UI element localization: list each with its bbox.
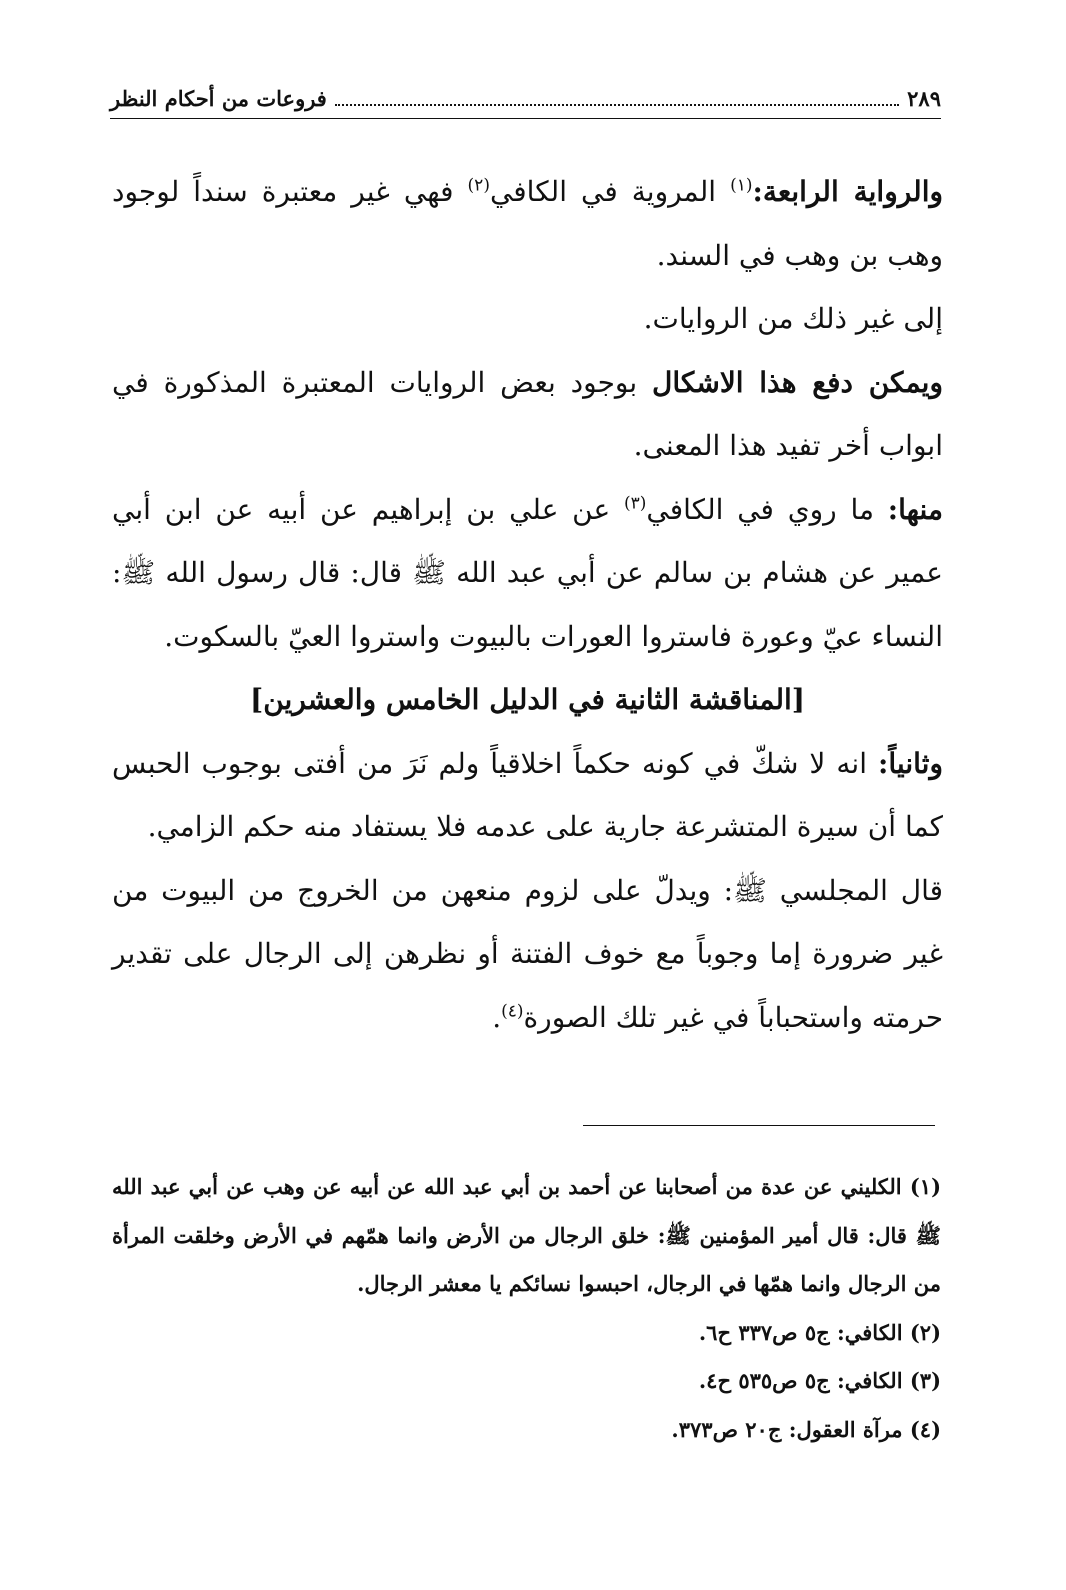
footnote-ref[interactable]: (٣) [623, 493, 647, 514]
paragraph-fourth-narration [112, 160, 943, 287]
header-leader-dots [335, 90, 899, 106]
footnote-4: (٤) مرآة العقول: ج٢٠ ص٣٧٣. [671, 1416, 941, 1442]
page-number: ٢٨٩ [907, 85, 941, 111]
paragraph-resolution [112, 351, 943, 478]
paragraph-lead: ويمكن دفع هذا الاشكال [652, 365, 943, 399]
footnote-2: (٢) الكافي: ج٥ ص٣٣٧ ح٦. [698, 1319, 941, 1345]
paragraph-majlisi-quote [112, 859, 943, 1050]
paragraph-other-narrations: إلى غير ذلك من الروايات. [643, 302, 943, 335]
paragraph-text: انه لا شكّ في كونه حكماً اخلاقياً ولم نَرَ من أفتى بوجوب الحبس كما أن سيرة المتشرعة جارية على عدمه فلا يستفاد منه حكم الزامي. [112, 746, 943, 843]
footnote-ref[interactable]: (٢) [467, 175, 490, 196]
footnotes [112, 1163, 941, 1454]
page-header [110, 78, 941, 119]
paragraph-text: . [492, 1000, 502, 1034]
paragraph-text: قال المجلسي ﷺ: ويدلّ على لزوم منعهن من الخروج من البيوت من غير ضرورة إما وجوباً مع خوف الفتنة أو نظرهن إلى الرجال على تقدير حرمته واستحباباً في غير تلك الصورة [112, 873, 943, 1034]
paragraph-lead: والرواية الرابعة: [752, 175, 943, 208]
paragraph-text: المروية في الكافي [489, 175, 731, 208]
paragraph-text: عن علي بن إبراهيم عن أبيه عن ابن أبي عمير عن هشام بن سالم عن أبي عبد الله ﷺ قال: قال رسول الله ﷺ: النساء عيّ وعورة فاستروا العورات بالبيوت واستروا العيّ بالسكوت. [112, 492, 943, 653]
footnote-1: (١) الكليني عن عدة من أصحابنا عن أحمد بن أبي عبد الله عن أبيه عن وهب عن أبي عبد الله ﷺ قال: قال أمير المؤمنين ﷺ: خلق الرجال من الأرض وانما همّهم في الأرض وخلقت المرأة من الرجال وانما همّها في الرجال، احبسوا نسائكم يا معشر الرجال. [112, 1174, 941, 1296]
footnote-ref[interactable]: (١) [730, 175, 753, 196]
paragraph-second-point [112, 732, 943, 859]
paragraph-text: بوجود بعض الروايات المعتبرة المذكورة في ابواب أخر تفيد هذا المعنى. [112, 365, 943, 462]
running-title: فروعات من أحكام النظر [110, 85, 327, 111]
footnote-ref[interactable]: (٤) [501, 1001, 524, 1022]
paragraph-text: ما روي في الكافي [646, 492, 888, 526]
footnote-3: (٣) الكافي: ج٥ ص٥٣٥ ح٤. [698, 1368, 941, 1393]
paragraph-lead: وثانياً: [878, 746, 943, 780]
paragraph-example [112, 478, 943, 669]
main-text [112, 160, 943, 1049]
footnote-separator [583, 1125, 935, 1126]
paragraph-lead: منها: [887, 492, 943, 526]
paragraph-text: فهي غير معتبرة سنداً لوجود وهب بن وهب في السند. [112, 175, 943, 272]
section-heading: [المناقشة الثانية في الدليل الخامس والعشرين] [249, 683, 806, 716]
